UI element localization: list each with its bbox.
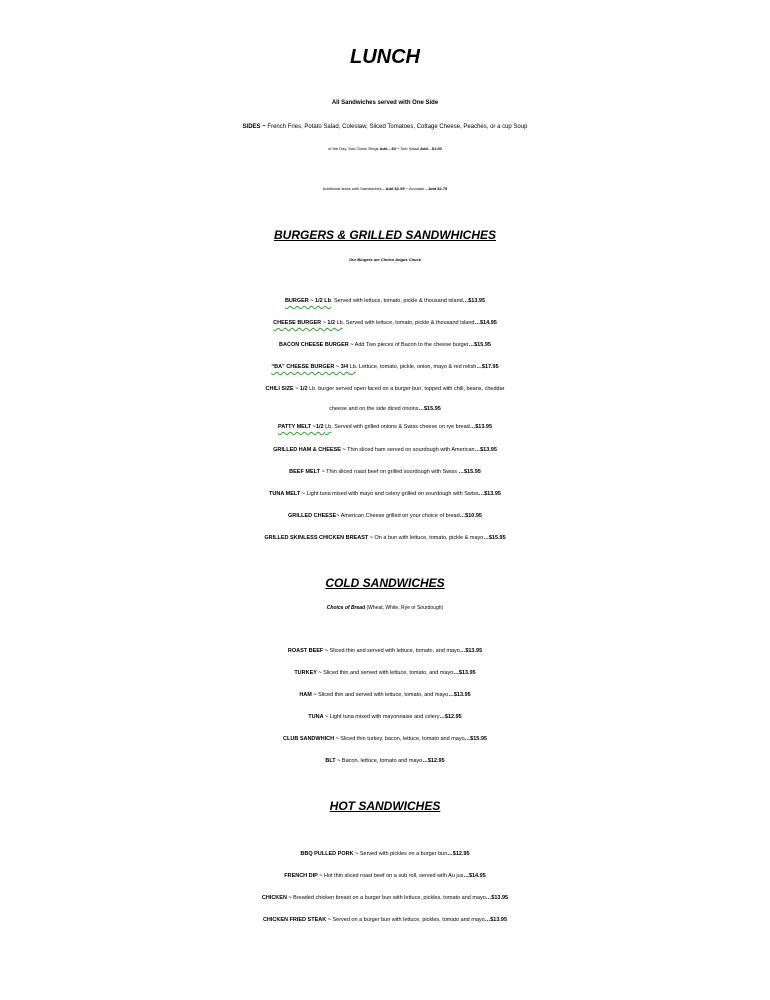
menu-item bbox=[0, 751, 770, 771]
item-desc: Sliced thin and served with lettuce, tomato, and mayo bbox=[316, 692, 449, 698]
item-desc: . Served with lettuce, tomato, pickle & thousand island bbox=[330, 298, 463, 304]
item-name: GRILLED SKINLESS CHICKEN BREAST ~ bbox=[264, 535, 373, 541]
item-desc: Bacon, lettuce, tomato and mayo bbox=[340, 758, 423, 764]
item-price: …$14.95 bbox=[474, 320, 497, 326]
item-name: GRILLED CHEESE~ bbox=[288, 513, 340, 519]
additional-sides-line bbox=[0, 179, 770, 199]
sides-line bbox=[0, 117, 770, 137]
menu-item bbox=[0, 357, 770, 377]
item-desc: Served with pickles on a burger bun bbox=[358, 851, 448, 857]
item-price: …$13.95 bbox=[459, 648, 483, 654]
item-name: TURKEY ~ bbox=[294, 670, 322, 676]
item-price: …$14.95 bbox=[463, 873, 486, 879]
menu-item bbox=[0, 528, 770, 548]
item-desc: On a bun with lettuce, tomato, pickle & mayo bbox=[372, 535, 484, 541]
menu-item bbox=[0, 417, 770, 437]
menu-item bbox=[0, 844, 770, 864]
item-name: PATTY MELT ~1/2 bbox=[277, 424, 326, 430]
menu-item bbox=[0, 440, 770, 460]
salad-price: Add…$1.50 bbox=[420, 146, 442, 151]
item-desc: Add Two pieces of Bacon to the cheese burger bbox=[353, 342, 469, 348]
menu-item bbox=[0, 729, 770, 749]
item-desc: American Cheese grilled on your choice of bread bbox=[339, 513, 460, 519]
item-desc: . Served with grilled onions & Swiss cheese on rye bread bbox=[331, 424, 470, 430]
item-desc: Light tuna mixed with mayo and celery grilled on sourdough with Swiss bbox=[304, 491, 479, 497]
menu-item bbox=[0, 484, 770, 504]
item-desc: Sliced thin and served with lettuce, tomato, and mayo bbox=[328, 648, 460, 654]
menu-item bbox=[0, 335, 770, 355]
item-price: …$15.95 bbox=[464, 736, 487, 742]
item-name: “BA” CHEESE BURGER ~ 3/4 bbox=[271, 364, 350, 370]
menu-item bbox=[0, 506, 770, 526]
item-price: …$17.95 bbox=[476, 364, 499, 370]
item-desc: Sliced thin and served with lettuce, tomato, and mayo bbox=[321, 670, 454, 676]
sides-text-2: of the Day. Sub Onion Rings bbox=[328, 146, 379, 151]
item-price: …$13.95 bbox=[462, 298, 486, 304]
item-name: CHICKEN ~ bbox=[261, 895, 292, 901]
item-name: TUNA MELT ~ bbox=[269, 491, 305, 497]
item-price: …$12.95 bbox=[439, 714, 462, 720]
item-price: …$15.95 bbox=[418, 406, 441, 412]
item-name: HAM ~ bbox=[299, 692, 317, 698]
menu-item bbox=[0, 663, 770, 683]
cold-heading: COLD SANDWICHES bbox=[325, 576, 445, 590]
item-name-tail: Lb bbox=[336, 320, 343, 326]
additional-text: Additional sides with Sandwiches bbox=[322, 186, 382, 191]
item-desc: Sliced thin turkey, bacon, lettuce, tomato and mayo bbox=[338, 736, 465, 742]
menu-item bbox=[0, 379, 770, 399]
item-price: …$15.95 bbox=[458, 469, 481, 475]
item-name-tail: Lb bbox=[349, 364, 356, 370]
item-name: ROAST BEEF ~ bbox=[287, 648, 329, 654]
item-name: GRILLED HAM & CHEESE ~ bbox=[273, 447, 346, 453]
burgers-heading: BURGERS & GRILLED SANDWHICHES bbox=[273, 228, 496, 242]
item-name-tail: Lb bbox=[325, 424, 332, 430]
item-desc: Hot thin sliced roast beef on a sub roll, served with Au jus bbox=[322, 873, 464, 879]
item-name: BEEF MELT ~ bbox=[289, 469, 325, 475]
additional-price: …Add $2.95 ~ bbox=[381, 186, 408, 191]
item-desc: Breaded chicken breast on a burger bun with lettuce, pickles, tomato and mayo bbox=[291, 895, 486, 901]
item-price: …$13.95 bbox=[484, 917, 508, 923]
item-name: BBQ PULLED PORK ~ bbox=[300, 851, 359, 857]
item-desc: Served on a burger bun with lettuce, pickles, tomato and mayo bbox=[330, 917, 485, 923]
sides-text: French Fries, Potato Salad, Coleslaw, Sliced Tomatoes, Cottage Cheese, Peaches, or a cup Soup bbox=[267, 124, 528, 130]
cold-tagline bbox=[0, 598, 770, 618]
menu-item bbox=[0, 888, 770, 908]
burgers-tagline: Our Burgers are Choice Angus Chuck bbox=[349, 257, 421, 262]
sides-label: SIDES ~ bbox=[242, 124, 266, 130]
cold-tagline-bold: Choice of Bread bbox=[326, 605, 366, 611]
menu-item bbox=[0, 685, 770, 705]
item-desc: Thin sliced ham served on sourdough with American bbox=[345, 447, 475, 453]
menu-item bbox=[0, 641, 770, 661]
consumer-advisory bbox=[0, 950, 770, 964]
menu-item bbox=[0, 291, 770, 311]
item-price: …$13.95 bbox=[478, 491, 501, 497]
sub-salad: Sub Salad bbox=[400, 146, 419, 151]
item-price: …$13.95 bbox=[448, 692, 471, 698]
item-name: CLUB SANDWHICH ~ bbox=[283, 736, 339, 742]
menu-item bbox=[0, 866, 770, 886]
item-price: …$13.95 bbox=[453, 670, 476, 676]
item-name: BACON CHEESE BURGER ~ bbox=[279, 342, 354, 348]
item-name: CHEESE BURGER ~ 1/2 bbox=[273, 320, 337, 326]
item-desc: Thin sliced roast beef on grilled sourdough with Swiss bbox=[324, 469, 459, 475]
intro-line: All Sandwiches served with One Side bbox=[331, 100, 439, 106]
menu-item bbox=[0, 910, 770, 930]
item-desc: Lb. burger served open faced on a burger bun, topped with chili, beans, cheddar bbox=[307, 386, 505, 392]
sides-line-2 bbox=[0, 139, 770, 159]
item-price: …$10.95 bbox=[459, 513, 482, 519]
item-name: CHILI SIZE ~ 1/2 bbox=[265, 386, 308, 392]
avocado-text: Avocado bbox=[408, 186, 425, 191]
onion-price: Add…$3 ~ bbox=[379, 146, 400, 151]
menu-item bbox=[0, 462, 770, 482]
item-price: …$12.95 bbox=[447, 851, 470, 857]
menu-item-continued bbox=[0, 399, 770, 419]
item-price: …$13.95 bbox=[469, 424, 493, 430]
item-name: FRENCH DIP ~ bbox=[284, 873, 323, 879]
item-name: TUNA ~ bbox=[308, 714, 329, 720]
item-desc: Light tuna mixed with mayonnaise and celery bbox=[328, 714, 440, 720]
item-name: BLT ~ bbox=[325, 758, 341, 764]
item-price: …$15.95 bbox=[483, 535, 506, 541]
avocado-price: …Add $2.75 bbox=[424, 186, 448, 191]
item-price: …$13.95 bbox=[474, 447, 497, 453]
item-price: …$15.95 bbox=[468, 342, 491, 348]
item-name: CHICKEN FRIED STEAK ~ bbox=[262, 917, 331, 923]
menu-item bbox=[0, 313, 770, 333]
cold-tagline-rest: (Wheat, White, Rye or Sourdough) bbox=[365, 605, 444, 611]
menu-item bbox=[0, 707, 770, 727]
item-desc-2: cheese and on the side diced onions bbox=[329, 406, 419, 412]
item-price: …$12.95 bbox=[422, 758, 445, 764]
item-price: …$13.95 bbox=[485, 895, 509, 901]
item-desc: . Served with lettuce, tomato, pickle & thousand island bbox=[342, 320, 475, 326]
hot-heading: HOT SANDWICHES bbox=[329, 799, 441, 813]
page-title: LUNCH bbox=[350, 46, 420, 68]
item-desc: . Lettuce, tomato, pickle, onion, mayo & red relish bbox=[355, 364, 477, 370]
item-name: BURGER ~ 1/2 Lb bbox=[284, 298, 331, 304]
